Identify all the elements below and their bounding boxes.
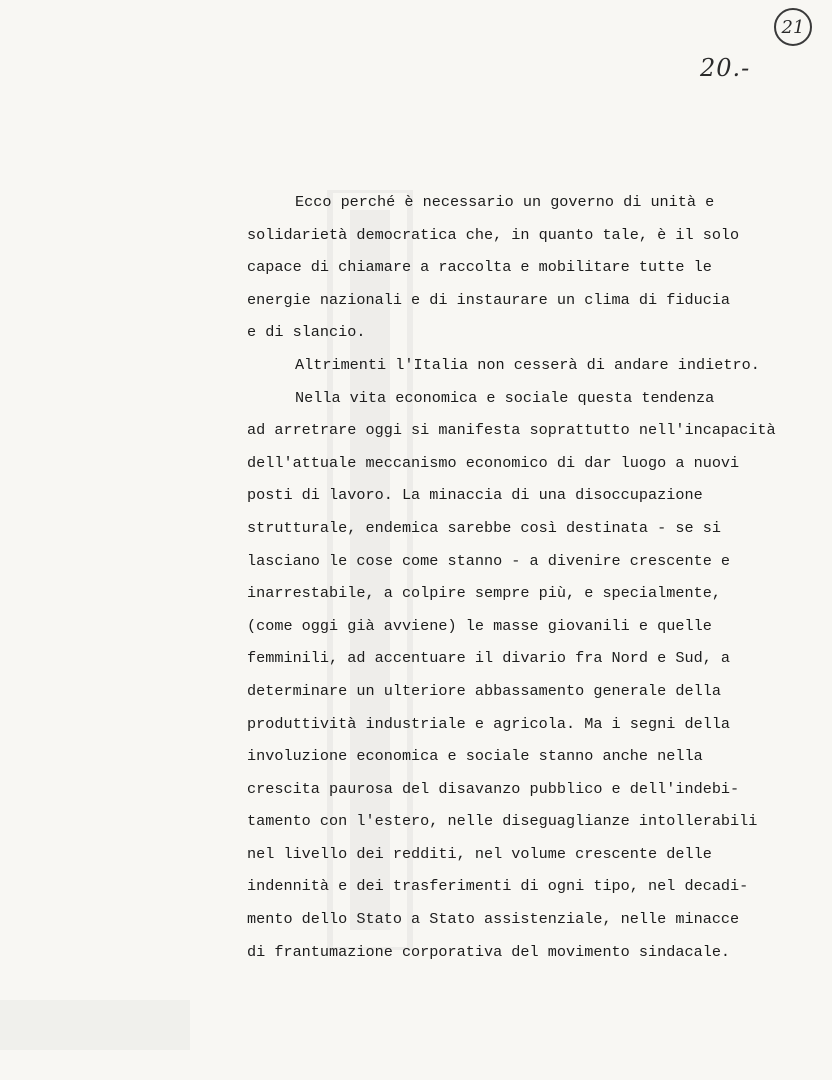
text-line: capace di chiamare a raccolta e mobilitare tutte le <box>247 258 712 277</box>
text-line: nel livello dei redditi, nel volume crescente delle <box>247 844 712 863</box>
text-line: mento dello Stato a Stato assistenziale, nelle minacce <box>247 910 740 929</box>
text-line: lasciano le cose come stanno - a divenire crescente e <box>247 551 731 570</box>
text-line: Ecco perché è necessario un governo di unità e <box>295 193 715 211</box>
archive-number: 21 <box>781 16 805 38</box>
text-line: femminili, ad accentuare il divario fra Nord e Sud, a <box>247 649 731 668</box>
archive-number-stamp <box>774 8 812 46</box>
text-line: inarrestabile, a colpire sempre più, e specialmente, <box>247 584 721 603</box>
text-line: produttività industriale e agricola. Ma i segni della <box>247 714 731 733</box>
text-line: (come oggi già avviene) le masse giovanili e quelle <box>247 616 712 635</box>
text-line: e di slancio. <box>247 323 366 342</box>
text-line: indennità e dei trasferimenti di ogni tipo, nel decadi- <box>247 877 749 896</box>
text-line: energie nazionali e di instaurare un clima di fiducia <box>247 290 731 309</box>
text-line: solidarietà democratica che, in quanto tale, è il solo <box>247 225 740 244</box>
text-line: determinare un ulteriore abbassamento generale della <box>247 681 721 700</box>
text-line: dell'attuale meccanismo economico di dar luogo a nuovi <box>247 453 740 472</box>
text-line: Altrimenti l'Italia non cesserà di andare indietro. <box>295 355 760 374</box>
text-line: involuzione economica e sociale stanno anche nella <box>247 747 703 766</box>
text-line: posti di lavoro. La minaccia di una disoccupazione <box>247 486 703 505</box>
corner-archive-mark <box>0 990 200 1060</box>
text-line: di frantumazione corporativa del movimento sindacale. <box>247 942 731 961</box>
page-number: 20.- <box>700 54 751 82</box>
text-line: tamento con l'estero, nelle diseguaglianze intollerabili <box>247 812 758 831</box>
text-line: ad arretrare oggi si manifesta soprattutto nell'incapacità <box>247 421 776 440</box>
text-line: strutturale, endemica sarebbe così destinata - se si <box>247 518 721 537</box>
body-text <box>247 186 807 968</box>
text-line: Nella vita economica e sociale questa tendenza <box>295 388 715 407</box>
text-line: crescita paurosa del disavanzo pubblico e dell'indebi- <box>247 779 740 798</box>
